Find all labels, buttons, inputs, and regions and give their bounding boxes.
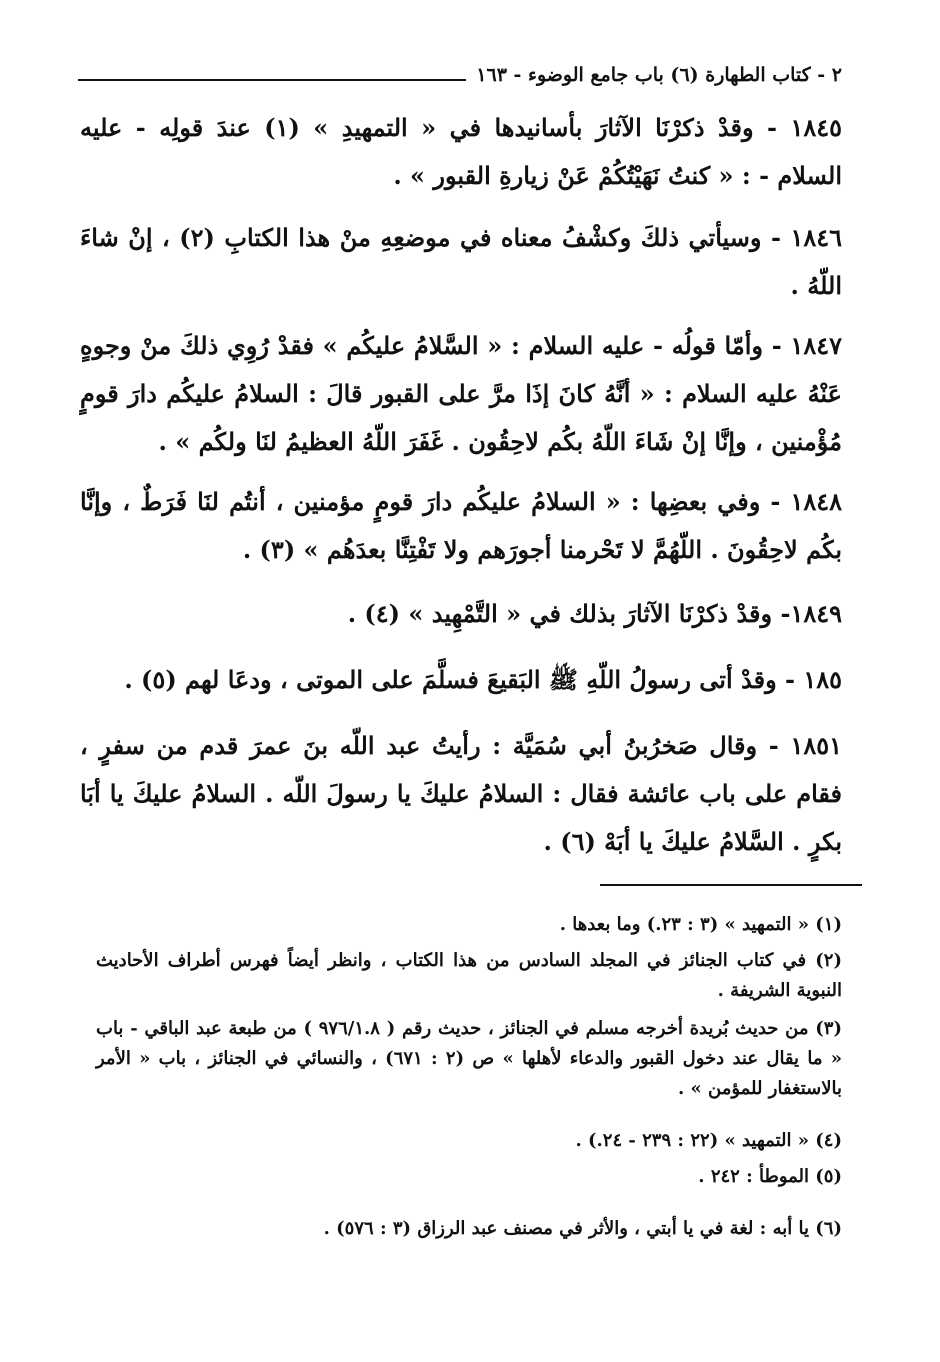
paragraph-1851: ١٨٥١ - وقال صَخرُبنُ أبي سُمَيَّة : رأيتُ عبد اللّه بنَ عمرَ قدم من سفرٍ ، فقام على باب عائشة فقال : السلامُ عليكَ يا رسولَ اللّه . السلامُ عليكَ يا أبَا بكرٍ . السَّلامُ عليكَ يا أبَهْ (٦) . bbox=[80, 731, 842, 856]
footnote-4: (٤) « التمهيد » (٢٢ : ٢٣٩ - ٢٤.) . bbox=[575, 1130, 842, 1151]
footnote-3: (٣) من حديث بُريدة أخرجه مسلم في الجنائز ، حديث رقم ( ٩٧٦/١.٨ ) من طبعة عبد الباقي - باب « ما يقال عند دخول القبور والدعاء لأهلها » ص (٢ : ٦٧١) ، والنسائي في الجنائز ، باب « الأمر بالاستغفار للمؤمن » . bbox=[96, 1018, 842, 1099]
footnote-6: (٦) يا أبه : لغة في يا أبتي ، والأثر في مصنف عبد الرزاق (٣ : ٥٧٦) . bbox=[323, 1218, 842, 1239]
paragraph-1850: ١٨٥ - وقدْ أتى رسولُ اللّهِ ﷺ البَقيعَ فسلَّمَ على الموتى ، ودعَا لهم (٥) . bbox=[124, 665, 842, 694]
running-title: ٢ - كتاب الطهارة (٦) باب جامع الوضوء - ١٦٣ bbox=[466, 64, 842, 86]
footnote-5: (٥) الموطأ : ٢٤٢ . bbox=[698, 1166, 842, 1187]
running-header bbox=[78, 64, 842, 94]
paragraph-1849: ١٨٤٩- وقدْ ذكرْنَا الآثارَ بذلك في « التَّمْهِيد » (٤) . bbox=[347, 599, 842, 628]
paragraph-1846: ١٨٤٦ - وسيأتي ذلكَ وكشْفُ معناه في موضعِهِ منْ هذا الكتابِ (٢) ، إنْ شاءَ اللّهُ . bbox=[80, 223, 842, 300]
paragraph-1845: ١٨٤٥ - وقدْ ذكرْنَا الآثارَ بأسانيدها في « التمهيدِ » (١) عندَ قولِه - عليه السلام - : « كنتُ نَهَيْتُكُمْ عَنْ زيارةِ القبور » . bbox=[80, 113, 842, 190]
footnote-separator bbox=[600, 884, 862, 886]
footnote-1: (١) « التمهيد » (٣ : ٢٣.) وما بعدها . bbox=[559, 914, 842, 935]
footnote-2: (٢) في كتاب الجنائز في المجلد السادس من هذا الكتاب ، وانظر أيضاً فهرس أطراف الأحاديث النبوية الشريفة . bbox=[96, 950, 842, 1001]
paragraph-1847: ١٨٤٧ - وأمّا قولُه - عليه السلام : « السَّلامُ عليكُم » فقدْ رُوِي ذلكَ منْ وجوهٍ عَنْهُ عليه السلام : « أنَّهُ كانَ إذَا مرَّ على القبور قالَ : السلامُ عليكُم دارَ قومٍ مُؤْمنين ، وإنَّا إنْ شَاءَ اللّهُ بكُم لاحِقُون . غَفَرَ اللّهُ العظيمُ لنَا ولكُم » . bbox=[80, 331, 842, 456]
paragraph-1848: ١٨٤٨ - وفي بعضِها : « السلامُ عليكُم دارَ قومٍ مؤمنين ، أنتُم لنَا فَرَطٌ ، وإنَّا بكُم لاحِقُونَ . اللّهُمَّ لا تَحْرمنا أجورَهم ولا تَفْتِنَّا بعدَهُم » (٣) . bbox=[80, 487, 842, 564]
